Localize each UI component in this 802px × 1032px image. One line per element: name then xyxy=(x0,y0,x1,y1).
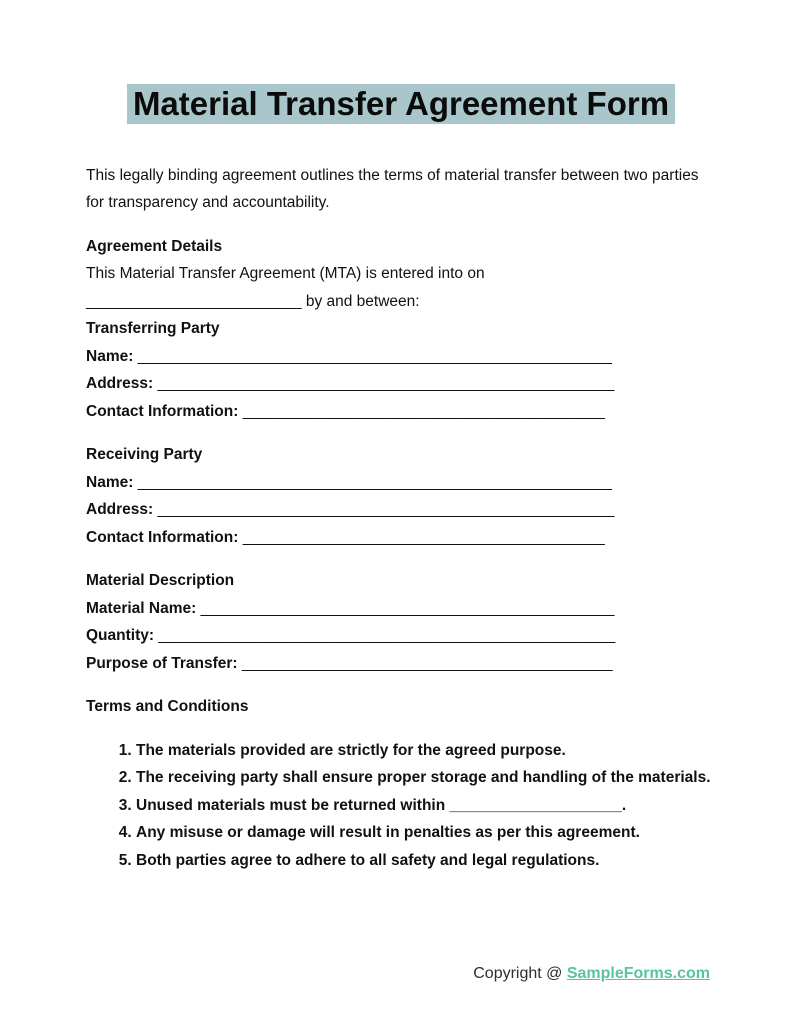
quantity-field xyxy=(86,622,716,650)
page-title: Material Transfer Agreement Form xyxy=(127,84,675,124)
transferring-contact-label: Contact Information: xyxy=(86,402,239,420)
transferring-address-label: Address: xyxy=(86,375,154,392)
copyright-text: Copyright @ xyxy=(473,965,567,982)
terms-item-2: 2. The receiving party shall ensure proper storage and handling of the materials. xyxy=(136,764,716,792)
intro-paragraph: This legally binding agreement outlines the terms of material transfer between two parties for transparency and accountability. xyxy=(86,166,699,211)
by-and-between-text: by and between: xyxy=(305,292,420,310)
transferring-contact-field xyxy=(86,398,716,426)
transferring-address-blank: _____________________________________________________ xyxy=(157,375,615,392)
terms-item-3: 3. Unused materials must be returned within ____________________. xyxy=(136,792,716,820)
terms-list xyxy=(86,737,716,875)
sampleforms-link[interactable]: SampleForms.com xyxy=(566,965,710,982)
transferring-party-heading: Transferring Party xyxy=(86,320,220,337)
receiving-name-label: Name: xyxy=(86,473,134,491)
footer-copyright xyxy=(473,962,710,986)
agreement-details-section xyxy=(86,233,716,426)
terms-item-4: 4. Any misuse or damage will result in penalties as per this agreement. xyxy=(136,819,716,847)
transferring-name-field xyxy=(86,343,716,371)
transferring-name-blank: _______________________________________________________ xyxy=(137,347,612,365)
receiving-contact-blank: __________________________________________ xyxy=(242,528,605,546)
quantity-blank: _____________________________________________________ xyxy=(158,627,616,644)
receiving-party-section xyxy=(86,441,716,551)
material-description-heading: Material Description xyxy=(86,572,235,589)
material-name-field xyxy=(86,595,716,623)
purpose-field xyxy=(86,650,716,678)
material-name-blank: ________________________________________________ xyxy=(200,599,615,617)
transferring-name-label: Name: xyxy=(86,347,134,365)
material-name-label: Material Name: xyxy=(86,599,197,617)
receiving-name-field xyxy=(86,469,716,497)
terms-item-5: 5. Both parties agree to adhere to all safety and legal regulations. xyxy=(136,847,716,875)
receiving-party-heading: Receiving Party xyxy=(86,446,203,463)
agreement-date-line xyxy=(86,288,716,316)
terms-item-1: 1. The materials provided are strictly for the agreed purpose. xyxy=(136,737,716,765)
terms-heading: Terms and Conditions xyxy=(86,698,249,715)
agreement-entered-line: This Material Transfer Agreement (MTA) is entered into on xyxy=(86,265,485,282)
purpose-blank: ___________________________________________ xyxy=(241,654,613,672)
receiving-name-blank: _______________________________________________________ xyxy=(137,473,612,491)
receiving-address-label: Address: xyxy=(86,501,154,518)
receiving-contact-label: Contact Information: xyxy=(86,528,239,546)
material-description-section xyxy=(86,567,716,677)
purpose-label: Purpose of Transfer: xyxy=(86,654,238,672)
terms-section xyxy=(86,693,716,874)
receiving-address-blank: _____________________________________________________ xyxy=(157,501,615,518)
agreement-details-heading: Agreement Details xyxy=(86,237,223,255)
transferring-address-field xyxy=(86,370,716,398)
quantity-label: Quantity: xyxy=(86,627,155,644)
title-row xyxy=(86,84,716,125)
date-blank-line: _________________________ xyxy=(86,292,302,310)
receiving-address-field xyxy=(86,496,716,524)
transferring-contact-blank: __________________________________________ xyxy=(242,402,605,420)
receiving-contact-field xyxy=(86,524,716,552)
